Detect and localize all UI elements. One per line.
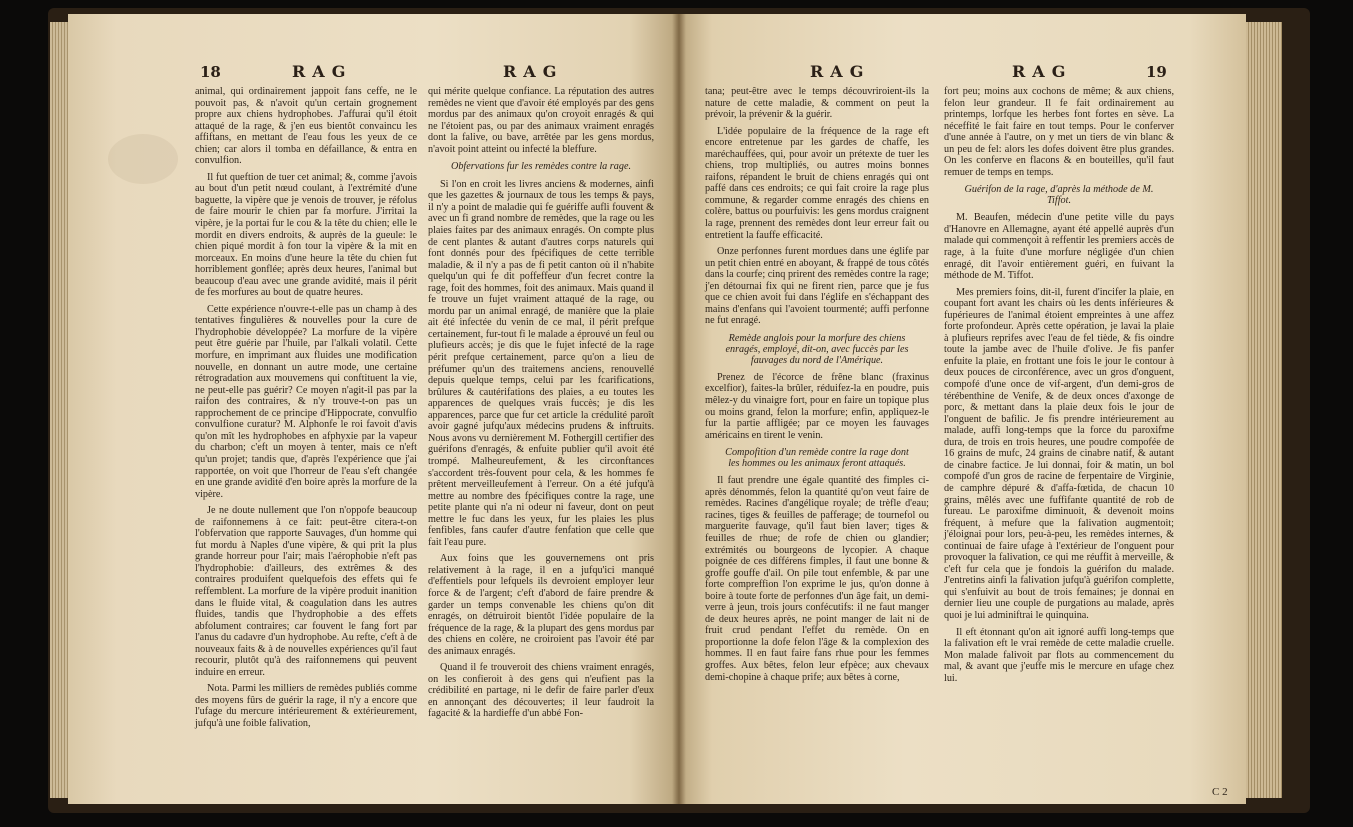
left-page-edges: [50, 22, 70, 798]
left-column-1: [195, 86, 417, 735]
paragraph: Nota. Parmi les milliers de remèdes publiés comme des moyens fûrs de guérir la rage, il n'y a encore que l'ufage du mercure intérieurement & extérieurement, jufqu'à une foible falivation,: [195, 683, 417, 729]
section-title: Obfervations fur les remèdes contre la rage.: [450, 161, 632, 173]
left-page-header: [200, 62, 221, 81]
paragraph: Il fut queftion de tuer cet animal; &, comme j'avois au bout d'un petit nœud coulant, à l'extrémité d'une baguette, la vipère que je venois de trouver, je réfolus de faire mourir le chien par fa morfure. J'irritai la vipère, je la portai fur le cou & la tête du chien; elle le mordit en divers endroits, & auprès de la gueule: le chien piqué mordit à fon tour la vipère & la mit en morceaux. En moins d'une heure la tête du chien fut horriblement gonflée; après deux heures, l'animal but beaucoup d'eau avec une grande avidité, mais il périt de fes morfures au bout de quatre heures.: [195, 171, 417, 299]
page-number: 19: [1146, 63, 1167, 81]
paragraph: Je ne doute nullement que l'on n'oppofe beaucoup de raifonnemens à ce fait: peut-être citera-t-on l'obfervation que rapporte Sauvages, d'un homme qui fut mordu à Naples d'une vipère, & qui prit la plus grande horreur pour l'air; mais l'aérophobie n'eft pas l'hydrophobie: d'ailleurs, des extrêmes & des contraires produifent quelquefois des effets qui fe reffemblent. La morfure de la vipère produit inanition dans le fluide vital, & coagulation dans les autres fluides, tandis que l'hydrophobie a des effets abfolument contraires; car fouvent le fang fort par l'anus du cadavre d'un hydrophobe. Au refte, c'eft à de nouveaux faits & à de nouvelles expériences qu'il faut recourir, plutôt qu'à des raifonnemens qui peuvent induire en erreur.: [195, 505, 417, 678]
right-running-title-col2: RAG: [1012, 62, 1073, 81]
paragraph: Cette expérience n'ouvre-t-elle pas un champ à des tentatives fingulières & nouvelles pour la cure de l'hydrophobie développée? La morfure de la vipère peut être guérie par l'huile, par l'alkali volatil. Cette morfure, en imprimant aux fluides une modification nouvelle, en donnant un autre mode, une certaine rétrogradation aux mouvemens qui conftituent la vie, ne peut-elle pas guérir? Ce moyen n'agit-il pas par la raifon des contraires, & n'y trouve-t-on pas un rapprochement de ce principe d'Hippocrate, convulfio convulfione curatur? M. Alphonfe le roi favoit d'avis qu'on mît les hydrophobes en afphyxie par la vapeur du charbon; c'eft un moyen à tenter, mais ce n'eft qu'un projet; tandis que, d'après l'expérience que j'ai rapportée, on voit que l'horreur de l'eau s'eft changée en une grande avidité d'en boire après la morfure de la vipère.: [195, 303, 417, 500]
paragraph: Quand il fe trouveroit des chiens vraiment enragés, on les confieroit à des gens qui n'eufient pas la crédibilité en partage, ni le defir de faire parler d'eux en annonçant des découvertes; il leur faudroit la fagacité & la hardieffe d'un abbé Fon-: [428, 662, 654, 720]
paragraph: M. Beaufen, médecin d'une petite ville du pays d'Hanovre en Allemagne, ayant été appellé auprès d'un malade qui commençoit à reffentir les premiers accès de rage, à la fuite d'une morfure négligée d'un chien enragé, dit l'avoir entièrement guéri, en fuivant la méthode de M. Tiffot.: [944, 212, 1174, 282]
page-stain: [108, 134, 178, 184]
left-running-title-col2: RAG: [503, 62, 564, 81]
paragraph: animal, qui ordinairement jappoit fans ceffe, ne le pouvoit pas, & n'avoit qu'un certain grognement propre aux chiens hydrophobes. J'affurai qu'il étoit attaqué de la rage, & j'en eus bientôt convaincu les affiftans, en mettant de l'eau fous les yeux de ce chien; car alors il tomba en défaillance, & entra en convulfion.: [195, 86, 417, 167]
paragraph: Aux foins que les gouvernemens ont pris relativement à la rage, il en a jufqu'ici manqué d'effentiels pour lefquels ils devroient employer leur force & de l'argent; c'eft d'abord de faire prendre & garder un temps convenable les chiens qu'on dit enragés, on détruiroit bientôt l'idée populaire de la fréquence de la rage, & la plupart des gens mordus par des chiens en colère, ne croiroient pas l'avoir été par des animaux enragés.: [428, 553, 654, 657]
paragraph: L'idée populaire de la fréquence de la rage eft encore entretenue par les gardes de chaffe, les maréchauffées, qui, pour avoir un prétexte de tuer les chiens, trop multipliés, ou autres moins bonnes raifons, répandent le bruit de chiens enragés qui ont paffé dans ces endroits; ce qui fait croire la rage plus commune, & regarder comme enragés des chiens en colère, battus ou pourfuivis: les gens mordus craignent la rage, prennent des remèdes dont leur erreur fait ou entretient la fauffe efficacité.: [705, 125, 929, 241]
right-column-1: [705, 86, 929, 688]
paragraph: Il faut prendre une égale quantité des fimples ci-après dénommés, felon la quantité qu'on veut faire de remèdes. Racines d'angélique royale; de trèfle d'eau; racines, tiges & feuilles de pafferage; de tournefol ou marguerite fauvage, qu'il faut bien laver; tiges & feuilles de rhue; de rofe de chien ou glandier; extrémités ou bourgeons de lycopier. A chaque poignée de ces différens fimples, il faut une bonne & groffe gouffe d'ail. On pile tout enfemble, & par une forte compreffion l'on exprime le jus, qu'on donne à boire à toute forte de perfonnes d'un âge fait, un demi-verre à jeun, trois jours confécutifs: il ne faut manger de deux heures après, ne point manger de lait ni de fruit crud pendant l'effet du remède. On en proportionne la dofe felon l'âge & la complexion des hommes. Il en faut faire fans rhue pour les femmes groffes. Aux bêtes, felon leur efpèce; aux chevaux demi-chopine à chaque prife; aux bêtes à corne,: [705, 475, 929, 683]
right-page-header: [1146, 62, 1167, 81]
paragraph: Il eft étonnant qu'on ait ignoré auffi long-temps que la falivation eft le vrai remède de cette maladie cruelle. Mon malade falivoit par flots au commencement du mal, & avant que j'euffe mis le mercure en ufage chez lui.: [944, 626, 1174, 684]
section-title: Compofition d'un remède contre la rage dont les hommes ou les animaux feront attaqués.: [725, 447, 909, 470]
paragraph: Si l'on en croit les livres anciens & modernes, ainfi que les gazettes & journaux de tous les temps & pays, il n'y a point de maladie qui fe guériffe aufli fouvent & avec un fi grand nombre de remèdes, que la rage ou les plaies faites par des animaux enragés. On compte plus de cent plantes & autant d'autres corps naturels qui font donnés pour des fpécifiques de cette terrible maladie, & il n'y a pas de fi petit canton où il n'habite quelqu'un qui fe dit poffeffeur d'un fecret contre la rage, foit des hommes, foit des animaux. Mais quand il fe trouve un fujet vraiment attaqué de la rage, ou mordu par un animal enragé, de manière que la plaie ait été infectée du venin de ce mal, il périt prefque certainement, fur-tout fi le malade a éprouvé un feul ou plufieurs accès; je dis que le fujet infecté de la rage périt prefque certainement, parce qu'on a lieu de préfumer qu'un des traitemens anciens, renouvellé depuis quelque temps, celui par les fcarifications, brûlures & cautérifations des plaies, a eu toutes les apparences de quelques vrais fuccès; je dis les apparences, parce que fur cet article la crédulité paroît avoir gagné jufqu'aux médecins prudens & inftruits. Nous avons vu dernièrement M. Fothergill certifier des guérifons d'enragés, & enfuite publier qu'il avoit été trompé. Malheureufement, & les circonftances s'accordent très-fouvent pour cela, & les hommes fe prêtent merveilleufement à l'erreur. On a été jufqu'à mettre au nombre des fpécifiques contre la rage, une petite plante qui n'a ni odeur ni faveur, dont on peut mettre le fuc dans les yeux, fur les plaies les plus fenfibles, fans caufer d'autre fenfation que celle que fait l'eau pure.: [428, 178, 654, 548]
paragraph: Onze perfonnes furent mordues dans une églife par un petit chien entré en aboyant, & frappé de tous côtés dans la courfe; cinq prirent des remèdes contre la rage; j'en détournai fix qui ne firent rien, parce que je fus que ce chien avoit fui dans l'églife en s'échappant des mains d'enfans qui l'avoient tourmenté; auffi perfonne ne fut enragé.: [705, 246, 929, 327]
section-title: Guérifon de la rage, d'après la méthode de M. Tiffot.: [964, 184, 1154, 207]
paragraph: tana; peut-être avec le temps découvriroient-ils la nature de cette maladie, & comment on peut la prévoir, la prévenir & la guérir.: [705, 86, 929, 121]
book-gutter: [672, 14, 686, 804]
right-column-2: [944, 86, 1174, 689]
left-column-2: [428, 86, 654, 725]
paragraph: Prenez de l'écorce de frêne blanc (fraxinus excelfior), faites-la brûler, réduifez-la en poudre, puis mêlez-y du vinaigre fort, pour en faire un topique plus ou moins grand, felon la morfure; enfin, appliquez-le fur la partie affligée; par ce moyen les fauvages américains en tirent le venin.: [705, 371, 929, 441]
paragraph: qui mérite quelque confiance. La réputation des autres remèdes ne vient que d'avoir été employés par des gens mordus par des animaux qu'on croyoit enragés & qui ne l'étoient pas, ou par des animaux vraiment enragés dont la falive, ou bave, arrêtée par les gens mordus, n'avoit point atteint ou infecté la bleffure.: [428, 86, 654, 155]
paragraph: fort peu; moins aux cochons de même; & aux chiens, felon leur grandeur. Il fe fait ordinairement au printemps, lorfque les herbes font fortes en sève. La néceffité le fait faire en tout temps. Pour le conferver d'une année à l'autre, on y met un tiers de vin blanc & un peu de fel: alors les dofes doivent être plus grandes. On les conferve en flacons & en bouteilles, qu'il faut remuer de temps en temps.: [944, 86, 1174, 178]
left-running-title-col1: RAG: [292, 62, 353, 81]
page-number: 18: [200, 63, 221, 81]
section-title: Remède anglois pour la morfure des chiens enragés, employé, dit-on, avec fuccès par les fauvages du nord de l'Amérique.: [725, 332, 909, 366]
paragraph: Mes premiers foins, dit-il, furent d'incifer la plaie, en coupant fort avant les chairs où les dents inférieures & fupérieures de l'animal étoient empreintes à une affez forte profondeur. Après cette opération, je lavai la plaie à plufieurs reprifes avec l'eau de fel tiède, & fis oindre toute la jambe avec de l'huile d'olive. Je fis panfer enfuite la plaie, en frottant une fois le jour le contour à deux pouces de circonférence, avec un gros d'onguent, compofé d'une once de vif-argent, d'un demi-gros de térébenthine de Venife, & de deux onces d'axonge de porc, & mettant dans la plaie deux fois le jour de l'onguent de bafilic. Je fis prendre intérieurement au malade, auffi long-temps que la force du paroxifme dura, de trois en trois heures, une poudre compofée de 16 grains de mufc, 24 grains de cinabre natif, & autant de cinabre factice. Je lui donnai, foir & matin, un bol compofé d'un gros de racine de ferpentaire de Virginie, de camphre dépuré & d'affa-fœtida, de chacun 10 grains, mêlés avec une fuffifante quantité de rob de fureau. Le paroxifme diminuoit, & devenoit moins fréquent, à mefure que la falivation augmentoit; j'éloignai pour lors, peu-à-peu, les remèdes internes, & continuai de faire ufage à l'extérieur de l'onguent pour provoquer la falivation, ce qui me réuffit à merveille, & c'eft fur cela que je fondois la guérifon du malade. J'entretins ainfi la falivation jufqu'à guérifon complette, qui s'enfuivit au bout de trois femaines; je donnai en dernier lieu une couple de purgations au malade, après quoi je lui adminiftrai le quinquina.: [944, 286, 1174, 621]
signature-mark: C 2: [1212, 786, 1228, 798]
right-page-edges: [1246, 22, 1282, 798]
right-running-title-col1: RAG: [810, 62, 871, 81]
